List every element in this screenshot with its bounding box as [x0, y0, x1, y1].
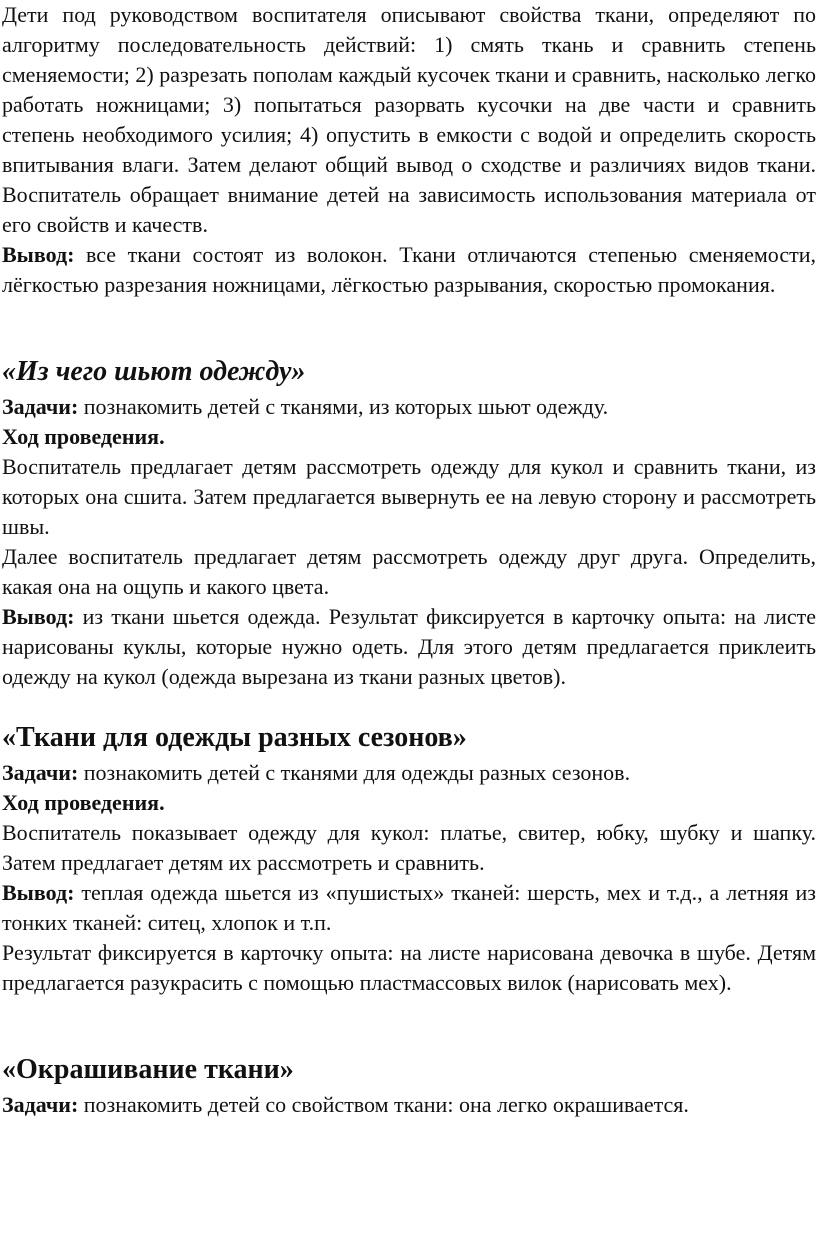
conclusion-text: теплая одежда шьется из «пушистых» тканей: шерсть, мех и т.д., а летняя из тонких тканей: ситец, хлопок и т.п.	[2, 880, 816, 935]
procedure-paragraph: Далее воспитатель предлагает детям рассмотреть одежду друг друга. Определить, какая она на ощупь и какого цвета.	[2, 544, 816, 599]
section-title-dyeing: «Окрашивание ткани»	[2, 1054, 294, 1085]
section-title-clothing: «Из чего шьют одежду»	[2, 356, 306, 387]
spacer	[2, 300, 816, 352]
conclusion-text: все ткани состоят из волокон. Ткани отличаются степенью сменяемости, лёгкостью разрезания ножницами, лёгкостью разрывания, скоростью промокания.	[2, 242, 816, 297]
procedure-paragraph: Воспитатель предлагает детям рассмотреть одежду для кукол и сравнить ткани, из которых она сшита. Затем предлагается вывернуть ее на левую сторону и рассмотреть швы.	[2, 454, 816, 539]
conclusion-label: Вывод:	[2, 880, 75, 905]
intro-paragraph: Дети под руководством воспитателя описывают свойства ткани, определяют по алгоритму последовательность действий: 1) смять ткань и сравнить степень сменяемости; 2) разрезать пополам каждый кусочек ткани и сравнить, насколько легко работать ножницами; 3) попытаться разорвать кусочки на две части и сравнить степень необходимого усилия; 4) опустить в емкости с водой и определить скорость впитывания влаги. Затем делают общий вывод о сходстве и различиях видов ткани. Воспитатель обращает внимание детей на зависимость использования материала от его свойств и качеств.	[2, 2, 816, 237]
section-title-seasons: «Ткани для одежды разных сезонов»	[2, 722, 467, 753]
tasks-label: Задачи:	[2, 760, 79, 785]
intro-conclusion	[2, 240, 816, 300]
tasks-text: познакомить детей с тканями для одежды разных сезонов.	[78, 760, 631, 785]
section-tasks	[2, 1090, 816, 1120]
result-paragraph: Результат фиксируется в карточку опыта: на листе нарисована девочка в шубе. Детям предлагается разукрасить с помощью пластмассовых вилок (нарисовать мех).	[2, 940, 816, 995]
procedure-paragraph: Воспитатель показывает одежду для кукол: платье, свитер, юбку, шубку и шапку. Затем предлагает детям их рассмотреть и сравнить.	[2, 820, 816, 875]
section-conclusion	[2, 878, 816, 938]
conclusion-label: Вывод:	[2, 242, 75, 267]
procedure-heading: Ход проведения.	[2, 424, 165, 449]
section-tasks	[2, 758, 816, 788]
conclusion-text: из ткани шьется одежда. Результат фиксируется в карточку опыта: на листе нарисованы куклы, которые нужно одеть. Для этого детям предлагается приклеить одежду на кукол (одежда вырезана из ткани разных цветов).	[2, 604, 816, 689]
tasks-label: Задачи:	[2, 1092, 79, 1117]
section-conclusion	[2, 602, 816, 692]
conclusion-label: Вывод:	[2, 604, 75, 629]
tasks-text: познакомить детей с тканями, из которых шьют одежду.	[78, 394, 609, 419]
tasks-text: познакомить детей со свойством ткани: она легко окрашивается.	[78, 1092, 689, 1117]
tasks-label: Задачи:	[2, 394, 79, 419]
spacer	[2, 998, 816, 1050]
spacer	[2, 692, 816, 718]
section-tasks	[2, 392, 816, 422]
procedure-heading: Ход проведения.	[2, 790, 165, 815]
